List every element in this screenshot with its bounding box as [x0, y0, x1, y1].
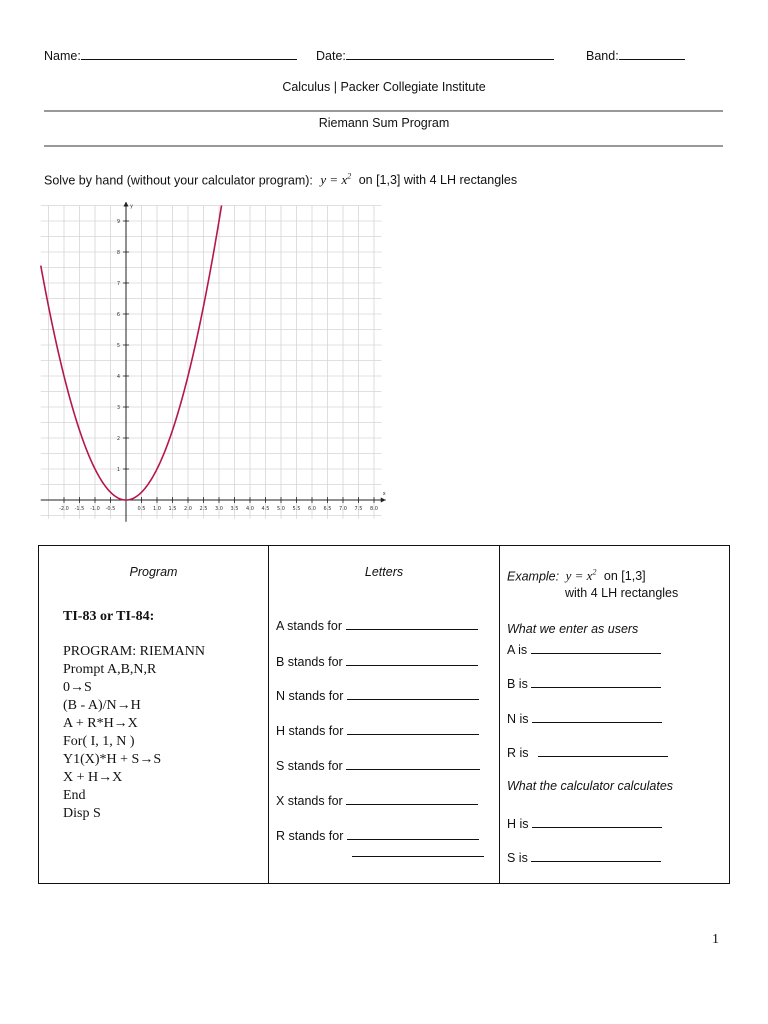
user-row-r[interactable] — [507, 743, 668, 760]
example-line — [507, 568, 646, 584]
x-tick-label: 5.5 — [292, 506, 301, 512]
answer-blank[interactable] — [346, 756, 480, 770]
y-tick-label: 4 — [116, 374, 120, 380]
fn-eq: = — [326, 172, 342, 188]
calc-label: S is — [507, 851, 528, 865]
y-tick-label: 5 — [116, 343, 120, 349]
x-tick-label: 2.5 — [199, 506, 208, 512]
x-tick-label: -1.0 — [90, 506, 100, 512]
calc-heading: What the calculator calculates — [507, 779, 674, 793]
x-tick-label: 5.0 — [277, 506, 285, 512]
letter-label: X stands for — [276, 794, 343, 808]
band-field[interactable] — [586, 46, 685, 63]
answer-blank[interactable] — [531, 848, 661, 862]
user-row-a[interactable] — [507, 640, 661, 657]
answer-blank[interactable] — [532, 709, 662, 723]
code-line: Y1(X)*H + S→S — [63, 752, 162, 767]
graph-tick-labels — [59, 204, 386, 513]
course-title: Calculus | Packer Collegiate Institute — [282, 80, 486, 94]
letter-row-r[interactable] — [276, 826, 479, 843]
answer-blank[interactable] — [347, 686, 479, 700]
letter-label: N stands for — [276, 689, 344, 703]
problem-prefix: Solve by hand (without your calculator program): — [44, 173, 313, 188]
letter-label: B stands for — [276, 655, 343, 669]
code-line: X + H→X — [63, 770, 123, 785]
x-tick-label: 6.5 — [323, 506, 332, 512]
problem-suffix: on [1,3] with 4 LH rectangles — [358, 173, 518, 188]
x-axis-arrow — [381, 498, 386, 503]
y-tick-label: 2 — [116, 436, 120, 442]
letter-row-n[interactable] — [276, 686, 479, 703]
x-tick-label: 8.0 — [370, 506, 378, 512]
user-label: R is — [507, 746, 529, 760]
parabola-curve — [41, 203, 222, 501]
example-detail: with 4 LH rectangles — [565, 586, 679, 600]
answer-blank[interactable] — [346, 616, 478, 630]
user-label: A is — [507, 643, 528, 657]
date-blank[interactable] — [346, 46, 554, 60]
fn-eq: = — [571, 568, 587, 584]
x-tick-label: 7.5 — [354, 506, 363, 512]
graph-grid — [41, 203, 382, 519]
letter-row-b[interactable] — [276, 652, 478, 669]
example-label: Example: — [507, 569, 560, 584]
code-line: (B - A)/N→H — [63, 698, 141, 713]
name-label: Name: — [44, 49, 81, 63]
code-line: 0→S — [63, 680, 92, 695]
answer-blank[interactable] — [531, 640, 661, 654]
answer-blank[interactable] — [532, 814, 662, 828]
x-tick-label: -1.5 — [74, 506, 85, 512]
calc-label: H is — [507, 817, 529, 831]
x-tick-label: 2.0 — [184, 506, 192, 512]
program-heading: Program — [129, 565, 178, 579]
fn-exp: 2 — [592, 568, 597, 577]
y-tick-label: 1 — [116, 467, 120, 473]
x-tick-label: 0.5 — [137, 506, 146, 512]
problem-function — [320, 172, 351, 187]
parabola-graph — [40, 202, 396, 524]
code-line: PROGRAM: RIEMANN — [63, 644, 205, 659]
problem-statement — [44, 172, 517, 188]
divider-top — [44, 110, 723, 112]
calc-row-s[interactable] — [507, 848, 661, 865]
letter-label: A stands for — [276, 619, 343, 633]
x-tick-label: 3.5 — [230, 506, 239, 512]
page-number: 1 — [712, 932, 719, 947]
letter-row-s[interactable] — [276, 756, 480, 773]
code-line: For( I, 1, N ) — [63, 734, 135, 749]
x-tick-label: 6.0 — [308, 506, 316, 512]
example-function — [566, 568, 597, 583]
letter-label: H stands for — [276, 724, 344, 738]
user-row-n[interactable] — [507, 709, 662, 726]
answer-blank[interactable] — [538, 743, 668, 757]
x-tick-label: 1.5 — [168, 506, 177, 512]
y-axis-arrow — [124, 202, 129, 207]
fn-exp: 2 — [347, 172, 352, 181]
letters-heading: Letters — [364, 565, 404, 579]
y-tick-label: 7 — [116, 281, 120, 287]
user-row-b[interactable] — [507, 674, 661, 691]
band-blank[interactable] — [619, 46, 685, 60]
code-line: Disp S — [63, 806, 101, 821]
fn-base: x — [341, 172, 348, 188]
name-field[interactable] — [44, 46, 297, 63]
fn-lhs: y — [565, 568, 572, 584]
x-tick-label: 4.5 — [261, 506, 270, 512]
divider-bottom — [44, 145, 723, 147]
fn-base: x — [586, 568, 593, 584]
program-column — [39, 546, 269, 884]
code-line: End — [63, 788, 86, 803]
y-tick-label: 6 — [116, 312, 120, 318]
program-table — [38, 545, 730, 884]
users-heading: What we enter as users — [507, 622, 639, 636]
x-axis-label: x — [382, 491, 386, 497]
x-tick-label: 3.0 — [215, 506, 223, 512]
example-column — [500, 546, 730, 884]
page-title: Riemann Sum Program — [318, 116, 450, 130]
answer-blank[interactable] — [347, 826, 479, 840]
y-tick-label: 8 — [116, 250, 120, 256]
answer-blank[interactable] — [347, 721, 479, 735]
user-label: B is — [507, 677, 528, 691]
calculator-model: TI-83 or TI-84: — [63, 609, 155, 624]
letter-row-a[interactable] — [276, 616, 478, 633]
x-tick-label: 7.0 — [339, 506, 347, 512]
y-tick-label: 3 — [116, 405, 120, 411]
code-line: Prompt A,B,N,R — [63, 662, 157, 677]
letter-row-x[interactable] — [276, 791, 478, 808]
letter-row-h[interactable] — [276, 721, 479, 738]
letter-label: R stands for — [276, 829, 344, 843]
answer-blank-extra[interactable] — [352, 843, 484, 857]
band-label: Band: — [586, 49, 619, 63]
calc-row-h[interactable] — [507, 814, 662, 831]
example-interval: on [1,3] — [603, 569, 646, 584]
letters-column — [269, 546, 500, 884]
answer-blank[interactable] — [531, 674, 661, 688]
y-tick-label: 9 — [116, 219, 120, 225]
x-tick-label: 4.0 — [246, 506, 254, 512]
program-code — [63, 643, 205, 823]
y-axis-label: y — [130, 203, 133, 210]
date-field[interactable] — [316, 46, 554, 63]
name-blank[interactable] — [81, 46, 297, 60]
x-tick-label: -0.5 — [105, 506, 116, 512]
x-tick-label: 1.0 — [153, 506, 161, 512]
fn-lhs: y — [320, 172, 327, 188]
user-label: N is — [507, 712, 529, 726]
x-tick-label: -2.0 — [59, 506, 69, 512]
answer-blank[interactable] — [346, 791, 478, 805]
date-label: Date: — [316, 49, 346, 63]
letter-label: S stands for — [276, 759, 343, 773]
answer-blank[interactable] — [346, 652, 478, 666]
code-line: A + R*H→X — [63, 716, 138, 731]
